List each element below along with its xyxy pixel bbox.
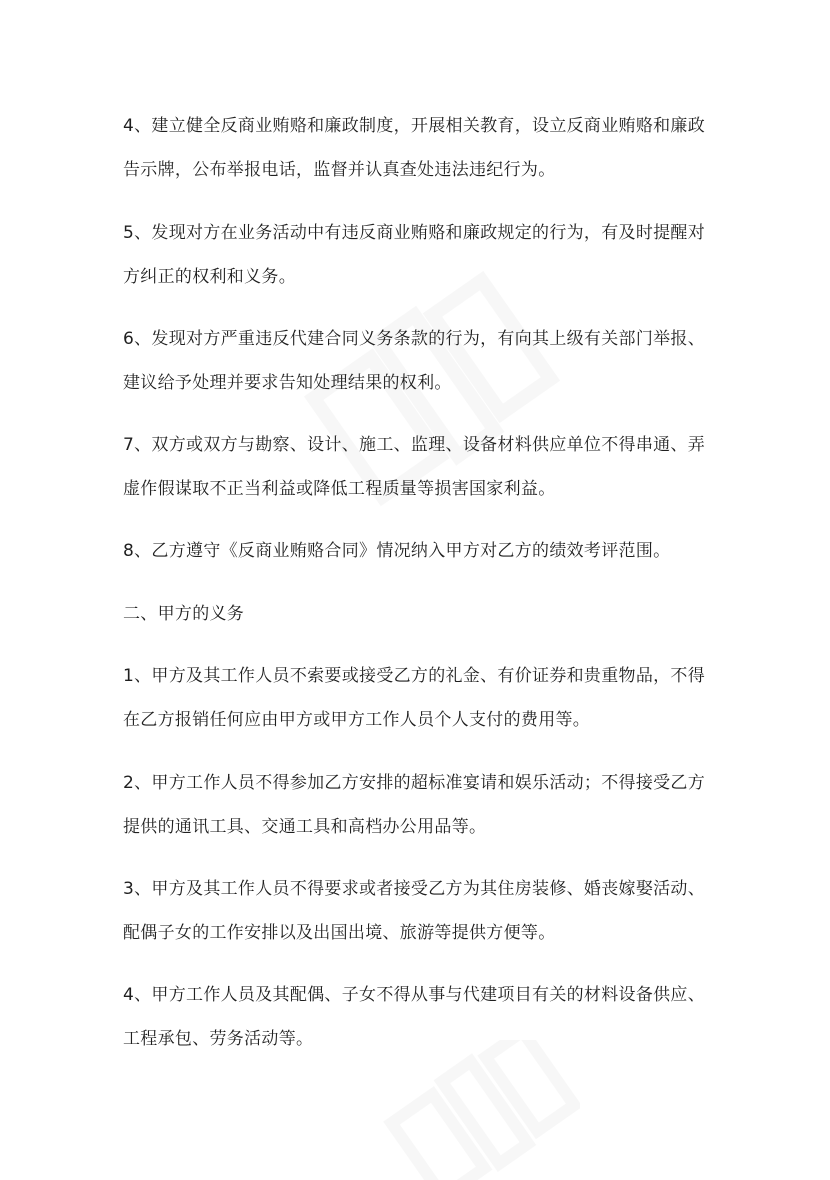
paragraph-party-a-1: 1、甲方及其工作人员不索要或接受乙方的礼金、有价证券和贵重物品，不得在乙方报销任何应由甲方或甲方工作人员个人支付的费用等。 — [123, 666, 706, 730]
paragraph-item-8: 8、乙方遵守《反商业贿赂合同》情况纳入甲方对乙方的绩效考评范围。 — [123, 541, 671, 561]
paragraph-item-6: 6、发现对方严重违反代建合同义务条款的行为，有向其上级有关部门举报、建议给予处理并要求告知处理结果的权利。 — [123, 329, 706, 393]
watermark-logo-bottom — [380, 1040, 580, 1180]
paragraph-item-4: 4、建立健全反商业贿赂和廉政制度，开展相关教育，设立反商业贿赂和廉政告示牌，公布举报电话，监督并认真查处违法违纪行为。 — [123, 116, 706, 180]
paragraph-item-5: 5、发现对方在业务活动中有违反商业贿赂和廉政规定的行为，有及时提醒对方纠正的权利和义务。 — [123, 223, 706, 287]
paragraph-party-a-4: 4、甲方工作人员及其配偶、子女不得从事与代建项目有关的材料设备供应、工程承包、劳务活动等。 — [123, 985, 706, 1049]
paragraph-party-a-2: 2、甲方工作人员不得参加乙方安排的超标准宴请和娱乐活动；不得接受乙方提供的通讯工具、交通工具和高档办公用品等。 — [123, 773, 706, 837]
section-heading: 二、甲方的义务 — [123, 604, 245, 624]
paragraph-item-7: 7、双方或双方与勘察、设计、施工、监理、设备材料供应单位不得串通、弄虚作假谋取不正当利益或降低工程质量等损害国家利益。 — [123, 435, 706, 499]
paragraph-party-a-3: 3、甲方及其工作人员不得要求或者接受乙方为其住房装修、婚丧嫁娶活动、配偶子女的工作安排以及出国出境、旅游等提供方便等。 — [123, 879, 706, 943]
